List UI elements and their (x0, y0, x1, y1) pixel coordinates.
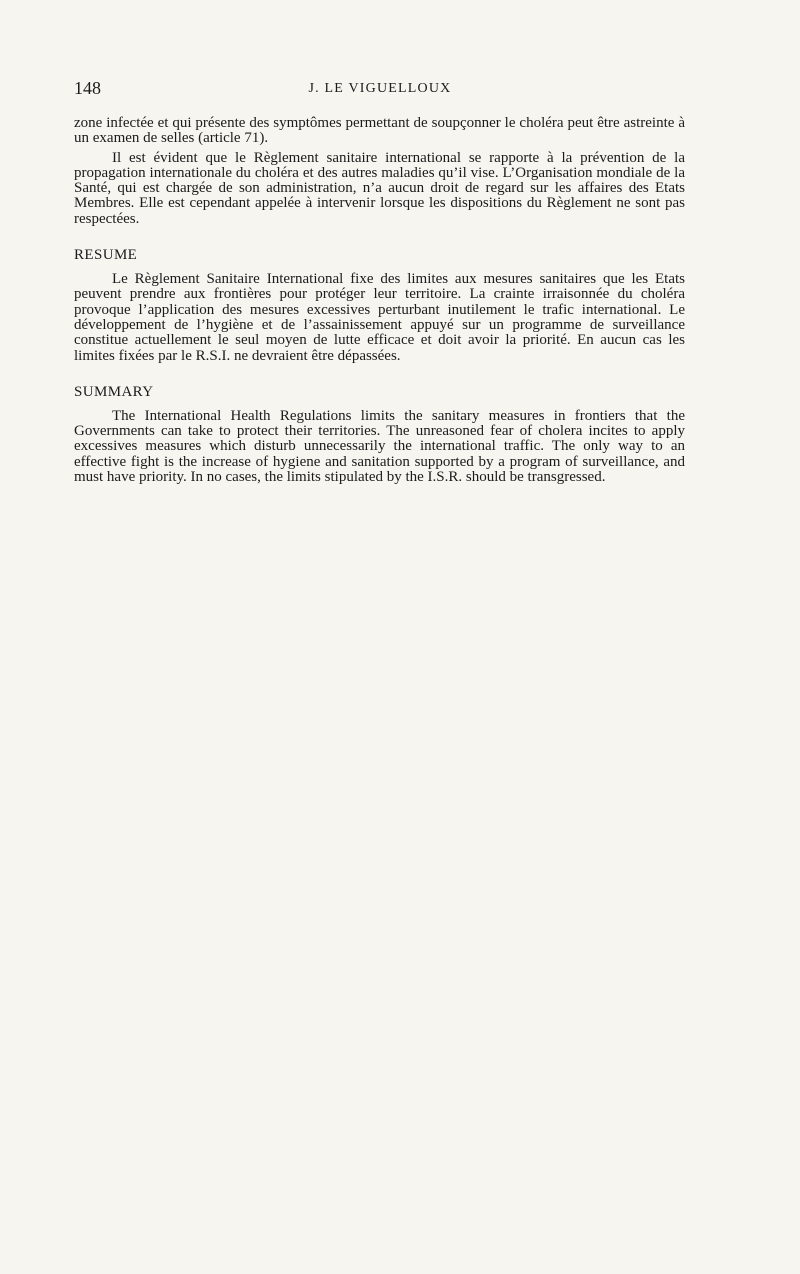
resume-section (74, 247, 685, 364)
paragraph-continuation: zone infectée et qui présente des symptômes permettant de soupçonner le choléra peut être astreinte à un examen de selles (article 71). (74, 115, 685, 147)
resume-text: Le Règlement Sanitaire International fixe des limites aux mesures sanitaires que les Etats peuvent prendre aux frontières pour protéger leur territoire. La crainte irraisonnée du choléra provoque l’application des mesures excessives perturbant inutilement le trafic international. Le développement de l’hygiène et de l’assainissement appuyé sur un programme de surveillance constitue actuellement le seul moyen de lutte efficace et doit avoir la priorité. En aucun cas les limites fixées par le R.S.I. ne devraient être dépassées. (74, 271, 685, 364)
resume-heading: RESUME (74, 247, 138, 264)
article-body (74, 116, 685, 485)
summary-text: The International Health Regulations limits the sanitary measures in frontiers that the Governments can take to protect their territories. The unreasoned fear of cholera incites to apply excessives measures which disturb unnecessarily the international traffic. The only way to an effective fight is the increase of hygiene and sanitation supported by a program of surveillance, and must have priority. In no cases, the limits stipulated by the I.S.R. should be transgressed. (74, 407, 685, 486)
running-head-author: J. LE VIGUELLOUX (308, 81, 452, 96)
paragraph-regulations: Il est évident que le Règlement sanitaire international se rapporte à la prévention de la propagation internationale du choléra et des autres maladies qu’il vise. L’Organisation mondiale de la Santé, qui est chargée de son administration, n’a aucun droit de regard sur les affaires des Etats Membres. Elle est cependant appelée à intervenir lorsque les dispositions du Règlement ne sont pas respectées. (74, 149, 685, 227)
page-number: 148 (74, 78, 101, 98)
running-head (74, 78, 686, 102)
summary-heading: SUMMARY (74, 383, 154, 400)
summary-section (74, 384, 685, 485)
